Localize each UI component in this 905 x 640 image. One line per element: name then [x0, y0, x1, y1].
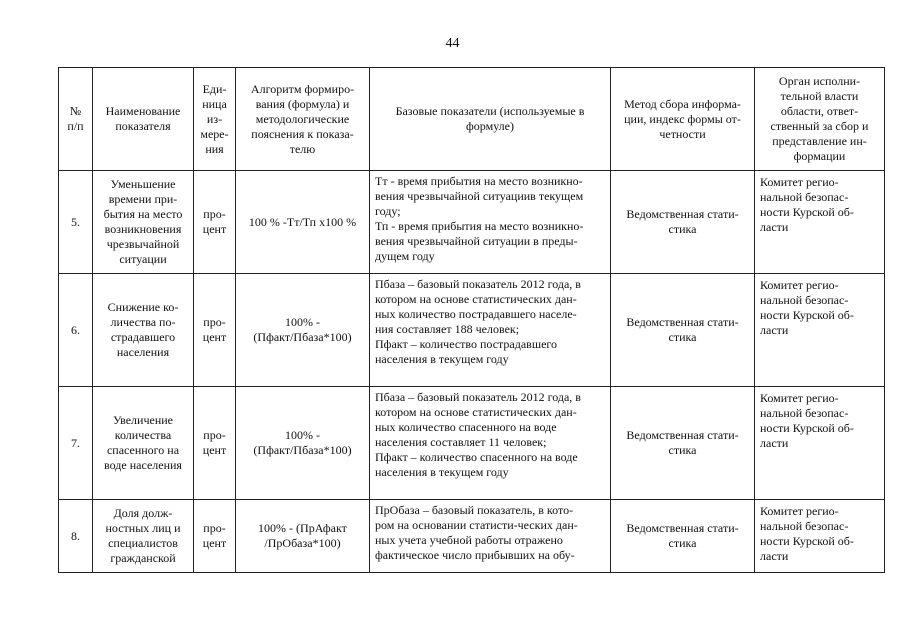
responsible-authority: Комитет регио- нальной безопас- ности Курской об- ласти [755, 500, 885, 573]
page-number: 44 [445, 36, 460, 51]
collection-method: Ведомственная стати- стика [611, 274, 755, 387]
header-authority: Орган исполни- тельной власти области, ответ- ственный за сбор и представление ин- формации [755, 68, 885, 171]
indicator-name: Доля долж- ностных лиц и специалистов гражданской [93, 500, 194, 573]
formula: 100 % -Тт/Тп х100 % [236, 171, 370, 274]
unit: про- цент [194, 500, 236, 573]
responsible-authority: Комитет регио- нальной безопас- ности Курской об- ласти [755, 387, 885, 500]
unit: про- цент [194, 274, 236, 387]
base-indicators: Пбаза – базовый показатель 2012 года, в котором на основе статистических дан- ных количество спасенного на воде населения составляет 11 человек; Пфакт – количество спасенного на воде населения в текущем году [370, 387, 611, 500]
row-number: 6. [59, 274, 93, 387]
header-method: Метод сбора информа- ции, индекс формы от- четности [611, 68, 755, 171]
header-base-indicators: Базовые показатели (используемые в формуле) [370, 68, 611, 171]
table-row [59, 171, 885, 274]
row-number: 7. [59, 387, 93, 500]
responsible-authority: Комитет регио- нальной безопас- ности Курской об- ласти [755, 171, 885, 274]
formula: 100% - (Пфакт/Пбаза*100) [236, 387, 370, 500]
responsible-authority: Комитет регио- нальной безопас- ности Курской об- ласти [755, 274, 885, 387]
table-row [59, 500, 885, 573]
header-number: № п/п [59, 68, 93, 171]
base-indicators: Пбаза – базовый показатель 2012 года, в котором на основе статистических дан- ных количество пострадавшего населе- ния составляет 188 человек; Пфакт – количество пострадавшего населения в текущем году [370, 274, 611, 387]
row-number: 8. [59, 500, 93, 573]
table-row [59, 274, 885, 387]
table-row [59, 387, 885, 500]
base-indicators: ПрОбаза – базовый показатель, в кото- ром на основании статисти-ческих дан- ных учета учебной работы отражено фактическое число прибывших на обу- [370, 500, 611, 573]
collection-method: Ведомственная стати- стика [611, 387, 755, 500]
table-header-row [59, 68, 885, 171]
indicator-name: Уменьшение времени при- бытия на место возникновения чрезвычайной ситуации [93, 171, 194, 274]
indicator-name: Увеличение количества спасенного на воде населения [93, 387, 194, 500]
indicator-name: Снижение ко- личества по- страдавшего населения [93, 274, 194, 387]
base-indicators: Тт - время прибытия на место возникно- вения чрезвычайной ситуациив текущем году; Тп - время прибытия на место возникно- вения чрезвычайной ситуации в преды- дущем году [370, 171, 611, 274]
indicators-table [58, 67, 885, 573]
collection-method: Ведомственная стати- стика [611, 171, 755, 274]
header-formula: Алгоритм формиро- вания (формула) и методологические пояснения к показа- телю [236, 68, 370, 171]
unit: про- цент [194, 171, 236, 274]
row-number: 5. [59, 171, 93, 274]
collection-method: Ведомственная стати- стика [611, 500, 755, 573]
unit: про- цент [194, 387, 236, 500]
header-name: Наименование показателя [93, 68, 194, 171]
formula: 100% - (ПрАфакт /ПрОбаза*100) [236, 500, 370, 573]
formula: 100% - (Пфакт/Пбаза*100) [236, 274, 370, 387]
header-unit: Еди- ница из- мере- ния [194, 68, 236, 171]
